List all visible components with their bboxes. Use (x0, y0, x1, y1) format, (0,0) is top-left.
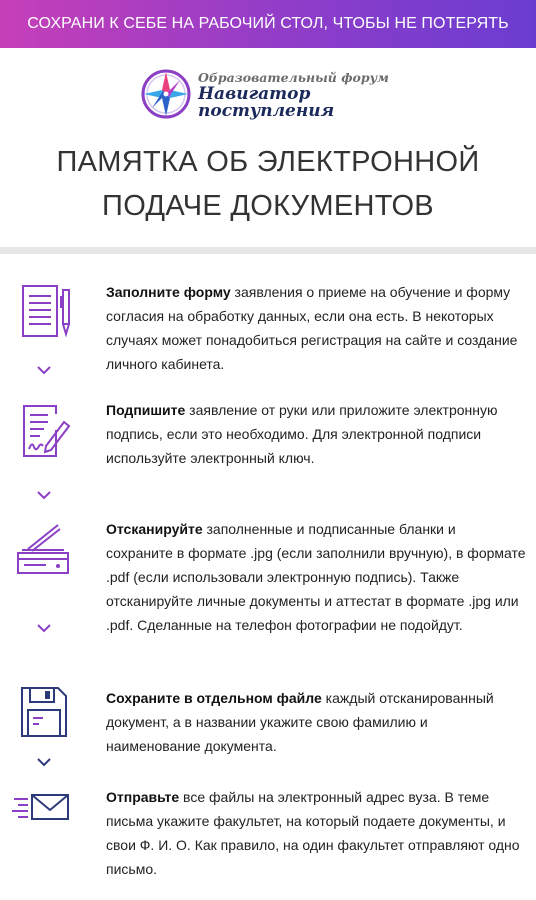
save-banner (0, 0, 536, 48)
step-bold: Подпишите (106, 402, 186, 418)
chevron-down-icon (37, 365, 51, 375)
step-bold: Заполните форму (106, 284, 231, 300)
page-title: ПАМЯТКА ОБ ЭЛЕКТРОННОЙ ПОДАЧЕ ДОКУМЕНТОВ (56, 146, 480, 222)
step-bold: Отсканируйте (106, 521, 203, 537)
step-body: все файлы на электронный адрес вуза. В теме письма укажите факультет, на который подаете документы, и свои Ф. И. О. Как правило, на один факультет отправляют одно письмо. (106, 789, 520, 877)
send-mail-icon (10, 779, 72, 841)
sign-document-icon (12, 400, 74, 462)
scanner-icon (12, 519, 74, 581)
save-file-icon (12, 682, 74, 744)
step-bold: Сохраните в отдельном файле (106, 690, 322, 706)
divider (0, 247, 536, 254)
step-text (106, 517, 526, 637)
step-body: каждый отсканированный документ, а в названии укажите свою фамилию и наименование документа. (106, 690, 494, 754)
step-text (106, 785, 526, 881)
forum-name: Навигатор поступления (198, 84, 335, 121)
step-text (106, 686, 526, 758)
forum-logo (140, 66, 410, 128)
step-body: заполненные и подписанные бланки и сохраните в формате .jpg (если заполнили вручную), в формате .pdf (если использовали электронную подпись). Также отсканируйте личные документы и аттестат в формате .jpg или .pdf. Сделанные на телефон фотографии не подойдут. (106, 521, 526, 633)
step-text (106, 280, 526, 376)
step-body: заявления о приеме на обучение и форму согласия на обработку данных, если она есть. В некоторых случаях может понадобиться регистрация на сайте и создание личного кабинета. (106, 284, 518, 372)
step-text (106, 398, 526, 470)
step-body: заявление от руки или приложите электронную подпись, если это необходимо. Для электронной подписи используйте электронный ключ. (106, 402, 498, 466)
chevron-down-icon (37, 623, 51, 633)
banner-text: СОХРАНИ К СЕБЕ НА РАБОЧИЙ СТОЛ, ЧТОБЫ НЕ ПОТЕРЯТЬ (27, 15, 509, 32)
chevron-down-icon (37, 490, 51, 500)
forum-label: Образовательный форум (198, 70, 389, 85)
chevron-down-icon (37, 757, 51, 767)
compass-icon (140, 68, 192, 120)
step-bold: Отправьте (106, 789, 180, 805)
form-pen-icon (12, 282, 74, 344)
